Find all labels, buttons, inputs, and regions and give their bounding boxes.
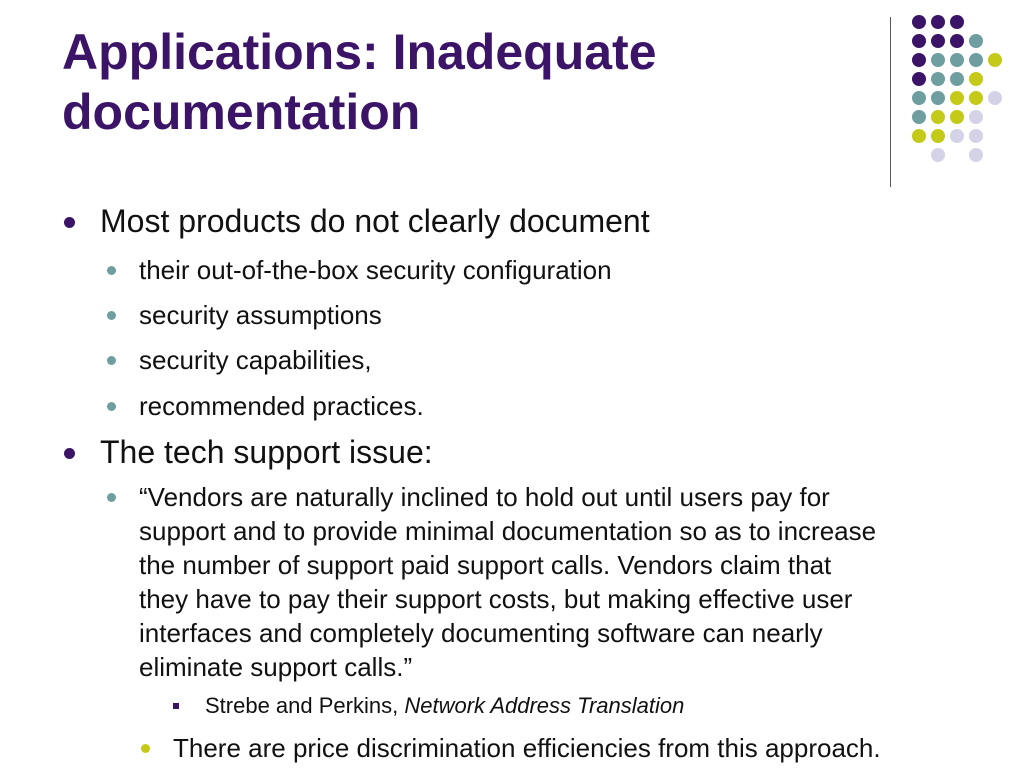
citation-title: Network Address Translation xyxy=(404,693,685,718)
quote-line: interfaces and completely documenting software can nearly xyxy=(139,618,823,648)
quote-line: the number of support paid support calls. Vendors claim that xyxy=(139,550,832,580)
citation xyxy=(205,692,684,720)
title-line-1: Applications: Inadequate xyxy=(62,24,657,80)
quote-line: “Vendors are naturally inclined to hold out until users pay for xyxy=(139,482,830,512)
sub-bullet-price-discrimination: There are price discrimination efficiencies from this approach. xyxy=(173,731,993,765)
bullet-tech-support: The tech support issue: xyxy=(100,434,433,470)
quote-line: support and to provide minimal documentation so as to increase xyxy=(139,516,877,546)
citation-authors: Strebe and Perkins, xyxy=(205,693,399,718)
sub-bullet-quote xyxy=(139,480,959,684)
bullet-products: Most products do not clearly document xyxy=(100,203,650,239)
quote-line: eliminate support calls.” xyxy=(139,652,413,682)
sub-bullet-capabilities: security capabilities, xyxy=(139,343,959,377)
quote-line: they have to pay their support costs, but making effective user xyxy=(139,584,853,614)
title-line-2: documentation xyxy=(62,84,421,140)
sub-bullet-assumptions: security assumptions xyxy=(139,298,959,332)
sub-bullet-config: their out-of-the-box security configuration xyxy=(139,253,959,287)
sub-bullet-practices: recommended practices. xyxy=(139,389,959,423)
